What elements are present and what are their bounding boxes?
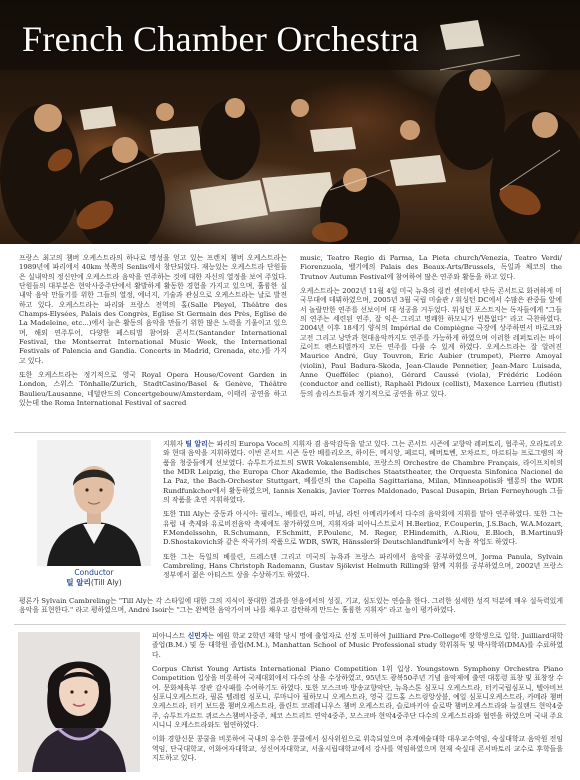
pianist-paragraph: [152, 632, 563, 660]
pianist-paragraph: Corpus Christ Young Artists International Piano Competition 1위 입상. Youngstown Symphony Orchestra Piano Competition 입상을 비롯하여 국제대회에서 다수의 상을 수상하였고, 95년도 광복50주년 기념 음악제에 출연 대통령 표창 및 표창장 수여. 문화체육부 장관 감사패를 수여하기도 하였다. 또한 모스크바 방송교향악단, 뉴욕스톤 심포니 오케스트라, 터키국립심포니, 텔아비브 심포니오케스트라, 필론 텔레컴 심포니, 루마니아 필하모니 오케스트라, 영국 길드홀 스트링앙상블, 예일 심포니오케스트라, 카메라 챔버오케스트라, 터키 보드룸 챔버오케스트라, 플린트 코레레니우스 챔버 오케스트라, 슬로바키아 슬로박 챔버오케스트라와 뉴질랜드 현악4중주, 슈투트가르트 퀴르스스챔버사중주, 체코 스트리트 연악4중주, 모스크바 현악4중주단 다수의 오케스트라와 협연을 하였으며 국내 주요 시니니 오케스트라와도 협연하였다.: [152, 665, 563, 730]
conductor-portrait-image: [37, 440, 151, 566]
pianist-title-prefix: 피아니스트: [152, 632, 188, 640]
orchestra-performance-photo: [0, 0, 580, 244]
conductor-paragraph: [163, 440, 563, 505]
pianist-bio: [152, 632, 563, 768]
conductor-paragraph-text: 는 파리의 Europa Voce의 지휘자 겸 음악감독을 맡고 있다. 그는 콘서트 시즌에 교향악 레퍼토리, 협주곡, 오라토리오와 현대 음악을 지휘하였다. 이번 콘서트 시즌 동안 베를리오즈, 하이든, 메시앙, 페르디, 베버토벤, 모차르트, 마르티뉴 프로그램의 작품을 청중들에게 선보였다. 슈투트가르트의 SWR Vokalensemble, 프랑스의 Orchestre de Chambre Français, 라이프치히의 the MDR Leipzig, the Europa Chor Akademie, the Badisches Staatstheater, the Orquesta Sinfonica Nacionel de La Paz, the Bach-Orchester Stuttgart, 베를린의 the Capella Sagittariana, Milan, Minneapolis와 벨롱의 the WDR Rundfunkchor에서 활동하였으며, Iannis Xenakis, Javier Torres Maldonado, Pascal Dusapin, Brian Ferneyhough 그들의 작품을 초연 지휘하였다.: [163, 440, 563, 505]
pianist-paragraph: 이화 경향신문 콩쿨을 비롯하여 국내의 유수한 콩쿨에서 심사위원으로 위촉되었으며 추계예술대학 대우교수역임, 숙실대학교 음악원 전임역임, 단국대학교, 이화여자대학교, 성신여자대학교, 서울시립대학교에서 강사를 역임하였으며 현재 숙실대 콘서바토리 교수로 후학들을 지도하고 있다.: [152, 735, 563, 763]
conductor-caption: [37, 568, 151, 588]
conductor-name-ko: 틸 알리: [66, 578, 91, 587]
pianist-portrait-illustration: [18, 632, 140, 772]
pianist-name-highlight: 신민자: [187, 632, 208, 640]
section-divider: [14, 624, 566, 625]
orchestra-intro-column-right: [300, 254, 562, 404]
conductor-role-label: Conductor: [74, 568, 114, 577]
conductor-name-en: (Till Aly): [90, 578, 122, 587]
orchestra-paragraph: 또한 오케스트라는 정기적으로 영국 Royal Opera House/Covent Garden in London, 스위스 Tönhalle/Zurich, StadtCasino/Basel & Genève, Théâtre Baulieu/Lausanne, 네덜란드의 Concertgebouw/Amsterdam, 이태리 공연을 하고 있는데 the Roma International Festival of sacred: [19, 371, 287, 408]
conductor-review-paragraph: 평론가 Sylvain Cambreling는 "Till Aly는 각 스타일에 대한 그의 지식이 풍대한 결과를 얻음에서의 성질, 기교, 심도있는 연습을 한다. 그러한 섬세한 성격 덕분에 매우 설득력있게 음악을 표현한다." 라고 평하였으며, André Isoir는 "그는 완벽한 음악가이며 나를 채우고 감탄하게 만드는 훌륭한 지휘자" 라고 높이 평가하였다.: [19, 597, 563, 615]
pianist-paragraph-text: 는 예원 학교 2학년 재학 당시 명예 출업자로 선정 도미하여 Juilliard Pre-College에 장학생으로 입학. Juilliard대학졸업(B.M.) 및 동 대학원 졸업(M.M.), Manhattan School of Music Professional study 학위취득 및 박사학위(DMA)를 수료하였다.: [152, 632, 563, 659]
conductor-title-prefix: 지휘자: [163, 440, 186, 448]
pianist-portrait-image: [18, 632, 140, 772]
orchestra-paragraph: 프랑스 최고의 챔버 오케스트라의 하나로 명성을 얻고 있는 프렌치 챔버 오케스트라는 1989년에 파리에서 40km 북쪽의 Senlis에서 창단되었다. 재능있는 오케스트라 단원들은 실내악의 정신안에 오케스트라 음악을 연주하는 것에 대한 자신의 열정을 보여 주었다. 단원들의 대부분은 현악사중주단에서 활발하게 활동한 경험을 가지고 있으며, 훌륭한 실내악 음악 만들기를 위한 그들의 열정, 에너지, 기술과 관심으로 오케스트라는 날로 발전하고 있다. 오케스트라는 파리와 프랑스 전역의 홀(Salle Pleyel, Théâtre des Champs-Elysées, Palais des Congrès, Eglise St Germain des Près, Eglise de La Madeleine, etc...)에서 늘은 활동의 음악을 만들기 위한 많은 노력을 기울이고 있으며, 해외 연주투어, 다양한 페스티벌 참여와 콘서트(Santander International Festival, the Montserrat International Music Week, the International Festivals of Palencia and Gandia. Concerts in Madrid, Grenada, etc.)를 가지고 있다.: [19, 254, 287, 365]
orchestra-paragraph: music, Teatro Regio di Parma, La Pieta church/Venezia, Teatro Verdi/ Fiorenzuola, 벨기에의 Palais des Beaux-Arts/Brussels, 독일과 체코의 the Trutnov Autumn Festival에 참여하여 많은 연주와 활동을 하고 있다.: [300, 254, 562, 281]
section-divider: [14, 432, 566, 433]
conductor-paragraph: 또한 Till Aly는 중동과 아시아: 필리노, 베를린, 파리, 마닐, 라틴 아메리카에서 다수의 음악회에 지휘를 맡아 연주하였다. 또한 그는 유럽 내 축제와 유로비전음악 축제에도 참가하였으며, 지휘자와 피아니스트로서 H.Berlioz, F.Couperin, J.S.Bach, W.A.Mozart, F.Mendelssohn, R.Schumann, F.Schmitt, F.Poulenc, M. Reger, P.Hindemith, A.Riou, E.Bloch, B.Martinu와 D.Shostakovich와 같은 작곡가의 작품으로 WDR, SWR, Hänssler와 Deutschlandfunk에서 녹음 작업도 하였다.: [163, 510, 563, 547]
conductor-review: [19, 597, 563, 621]
conductor-portrait-illustration: [37, 440, 151, 566]
conductor-paragraph: 또한 그는 독일의 베를린, 드레스덴 그리고 미국의 뉴욕과 프랑스 파리에서 음악을 공부하였으며, Jorma Panula, Sylvain Cambreling, Hans Christoph Rademann, Gustav Sjökvist Helmuth Rilling와 함께 지휘를 공부하였으며, 2002년 프랑스 정부에서 젊은 아티스트 상을 수상하기도 하였다.: [163, 552, 563, 580]
orchestra-paragraph: 오케스트라는 2002년 11월 4일 미국 뉴욕의 링컨 센터에서 단독 콘서트로 화려하게 미국무대에 데뷔하였으며, 2005년 3월 국립 미술관 / 워싱턴 DC에서 수많은 관중들 앞에서 놀랄만한 연주를 선보이며 대 성공을 거두었다. 워싱턴 포스트지는 독자들에게 "그들의 연주는 세련된 연주, 잘 익은 그리고 명쾌한 하모니가 빈틈없다" 라고 극찬하였다. 2004년 이후 18세기 양식의 Impérial de Compiègne 극장에 상주하면서 바로크와 고전 그리고 낭만과 현대음악까지도 연주를 가능하게 하였으며 이러한 레퍼토리는 바이로이트 펜스티벌까지 모든 연주를 다룰 수 있게 하였다. 오케스트라는 잘 알려진 Maurice André, Guy Touvron, Eric Aubier (trumpet), Pierre Amoyal (violin), Paul Badura-Skoda, Jean-Claude Pennetier, Jean-Marc Luisada, Anne Queffélec (piano), Gérard Caussé (viola), Frédéric Lodéon (conductor and cellist), Raphaël Pidoux (cellist), Maxence Larrieu (flutist) 등의 솔리스트들과 정기적으로 공연을 하고 있다.: [300, 287, 562, 398]
orchestra-intro-column-left: [19, 254, 287, 414]
page-title: French Chamber Orchestra: [22, 19, 420, 59]
conductor-name-label: [37, 578, 151, 588]
conductor-name-highlight: 틸 알리: [185, 440, 208, 448]
conductor-bio: [163, 440, 563, 586]
